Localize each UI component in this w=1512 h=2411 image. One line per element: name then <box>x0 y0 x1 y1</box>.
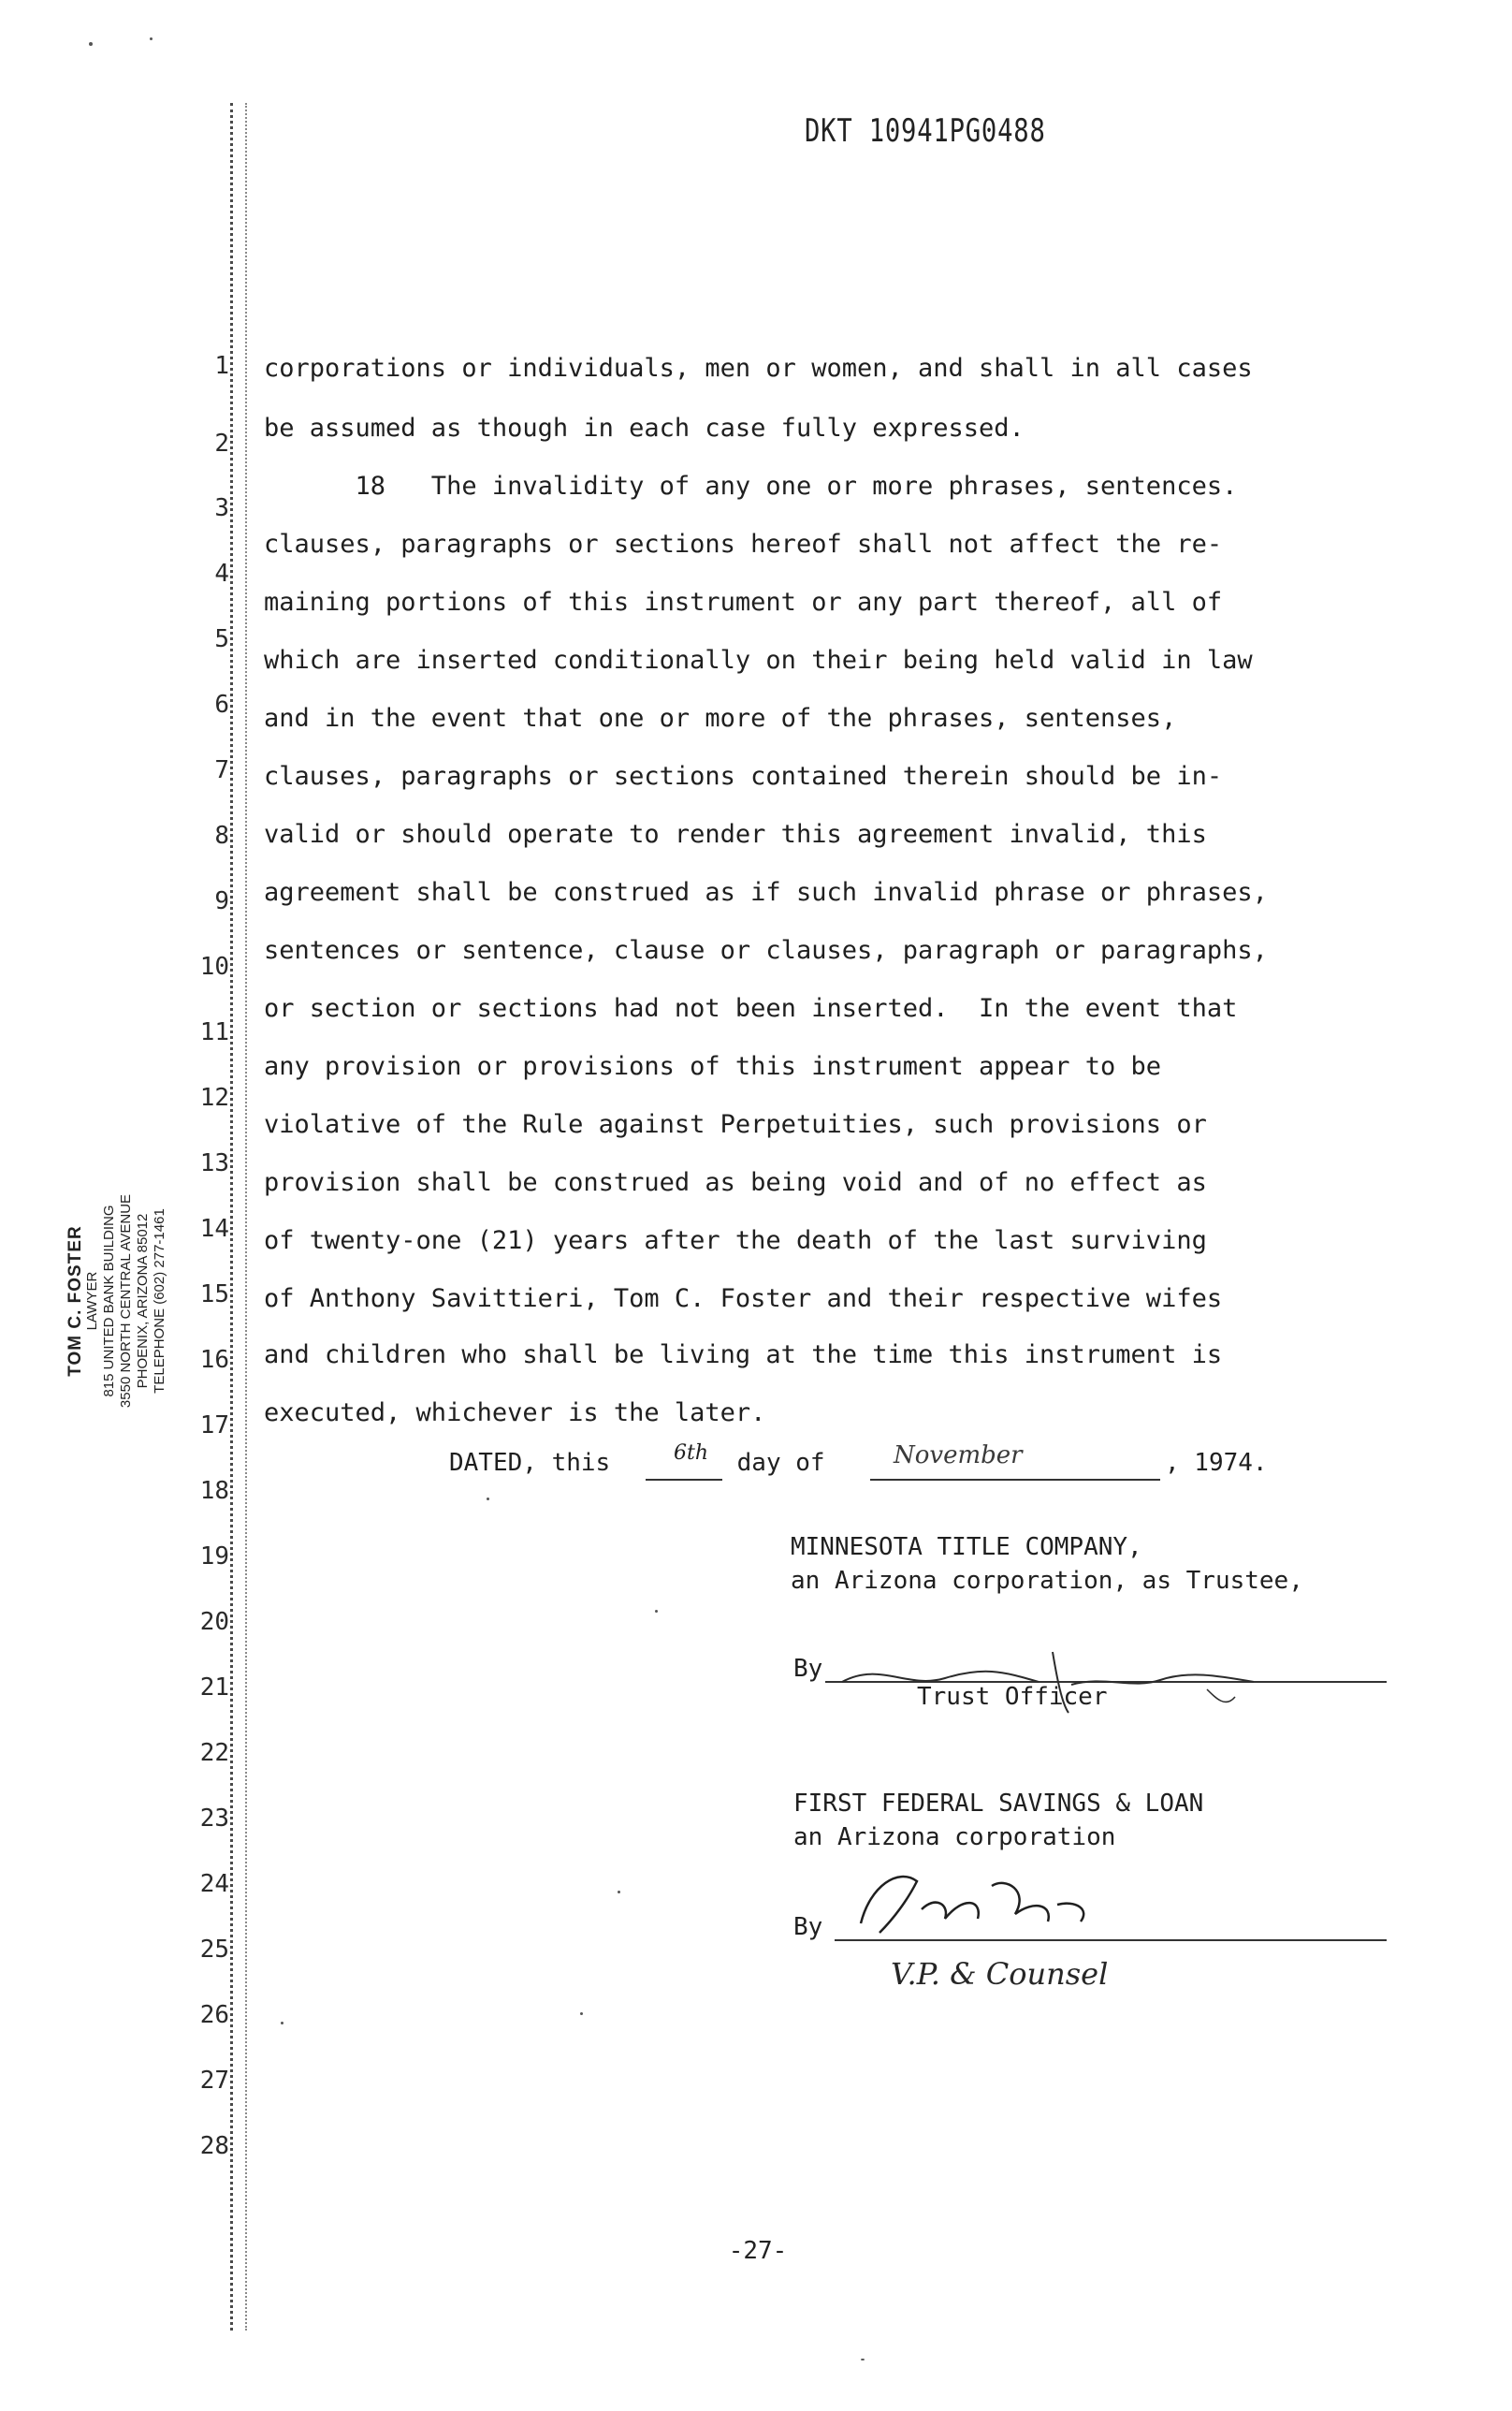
office-line: 815 UNITED BANK BUILDING <box>101 1205 117 1397</box>
scan-speck <box>150 37 153 40</box>
page-number: -27- <box>728 2237 788 2265</box>
dated-middle: day of <box>722 1449 840 1477</box>
scan-speck <box>580 2012 583 2015</box>
day-blank-line <box>646 1479 722 1481</box>
line-number: 24 <box>199 1870 229 1898</box>
line-number: 2 <box>214 430 229 458</box>
lawyer-name: TOM C. FOSTER <box>65 1225 85 1377</box>
office-line: TELEPHONE (602) 277-1461 <box>152 1208 167 1394</box>
body-line: executed, whichever is the later. <box>264 1398 766 1427</box>
trustee-description: an Arizona corporation, as Trustee, <box>791 1567 1303 1595</box>
docket-stamp: DKT 10941PG0488 <box>805 112 1046 150</box>
body-line: corporations or individuals, men or women, and shall in all cases <box>264 354 1253 383</box>
body-line: sentences or sentence, clause or clauses, paragraph or paragraphs, <box>264 936 1268 965</box>
body-line: violative of the Rule against Perpetuities, such provisions or <box>264 1110 1207 1139</box>
line-number: 1 <box>214 352 229 380</box>
scan-speck <box>89 42 93 46</box>
body-line: valid or should operate to render this agreement invalid, this <box>264 820 1207 849</box>
line-number: 7 <box>214 756 229 784</box>
dated-prefix: DATED, this <box>449 1449 625 1477</box>
dated-year: , 1974. <box>1165 1449 1268 1477</box>
body-line: of twenty-one (21) years after the death of the last surviving <box>264 1226 1207 1255</box>
office-line: PHOENIX, ARIZONA 85012 <box>135 1213 151 1389</box>
body-line: or section or sections had not been inserted. In the event that <box>264 994 1238 1023</box>
line-number: 15 <box>199 1280 229 1308</box>
line-number: 5 <box>214 625 229 653</box>
lender-name: FIRST FEDERAL SAVINGS & LOAN <box>793 1790 1204 1818</box>
trustee-name: MINNESOTA TITLE COMPANY, <box>791 1533 1142 1561</box>
law-office-stamp-text <box>67 1161 168 1441</box>
body-line: clauses, paragraphs or sections hereof shall not affect the re- <box>264 530 1223 559</box>
scan-speck <box>487 1498 489 1500</box>
scan-speck <box>861 2359 865 2360</box>
body-line: which are inserted conditionally on their being held valid in law <box>264 646 1253 675</box>
line-number: 3 <box>214 494 229 522</box>
line-number: 9 <box>214 887 229 915</box>
line-number: 14 <box>199 1215 229 1243</box>
body-line: provision shall be construed as being void and of no effect as <box>264 1168 1207 1197</box>
line-number: 10 <box>199 953 229 981</box>
body-line: maining portions of this instrument or any part thereof, all of <box>264 588 1223 617</box>
line-number: 17 <box>199 1411 229 1439</box>
line-number: 13 <box>199 1149 229 1177</box>
body-line: any provision or provisions of this instrument appear to be <box>264 1052 1162 1081</box>
body-line: be assumed as though in each case fully expressed. <box>264 414 1025 443</box>
line-number: 26 <box>199 2001 229 2029</box>
body-line: agreement shall be construed as if such invalid phrase or phrases, <box>264 878 1268 907</box>
lawyer-title: LAWYER <box>84 1271 100 1331</box>
margin-rule <box>230 103 233 2331</box>
line-number: 16 <box>199 1346 229 1374</box>
office-line: 3550 NORTH CENTRAL AVENUE <box>118 1193 134 1409</box>
line-number: 28 <box>199 2132 229 2160</box>
month-blank-line <box>870 1479 1160 1481</box>
line-number: 22 <box>199 1739 229 1767</box>
line-number: 20 <box>199 1608 229 1636</box>
body-line: of Anthony Savittieri, Tom C. Foster and their respective wifes <box>264 1284 1223 1313</box>
lender-by-label: By <box>793 1913 823 1941</box>
lender-role-handwritten: V.P. & Counsel <box>891 1956 1109 1992</box>
line-number: 23 <box>199 1805 229 1833</box>
line-number: 21 <box>199 1673 229 1702</box>
body-line: and in the event that one or more of the phrases, sentenses, <box>264 704 1177 733</box>
law-office-stamp <box>67 1161 208 1441</box>
trustee-role: Trust Officer <box>917 1683 1108 1711</box>
scan-speck <box>618 1891 620 1893</box>
lender-description: an Arizona corporation <box>793 1823 1116 1851</box>
line-number: 6 <box>214 691 229 719</box>
line-number: 4 <box>214 560 229 588</box>
body-line: clauses, paragraphs or sections contained therein should be in- <box>264 762 1223 791</box>
scan-speck <box>281 2022 284 2024</box>
line-number: 11 <box>199 1018 229 1046</box>
scan-speck <box>655 1610 658 1613</box>
line-number: 19 <box>199 1542 229 1571</box>
line-number: 27 <box>199 2067 229 2095</box>
line-number: 8 <box>214 822 229 850</box>
trustee-by-label: By <box>793 1655 823 1683</box>
line-number: 25 <box>199 1936 229 1964</box>
line-number: 12 <box>199 1084 229 1112</box>
body-line: 18 The invalidity of any one or more phrases, sentences. <box>264 472 1238 501</box>
margin-rule-inner <box>245 103 247 2331</box>
dated-day-handwritten: 6th <box>674 1441 709 1465</box>
body-line: and children who shall be living at the time this instrument is <box>264 1340 1223 1369</box>
dated-month-handwritten: November <box>894 1441 1023 1469</box>
line-number: 18 <box>199 1477 229 1505</box>
